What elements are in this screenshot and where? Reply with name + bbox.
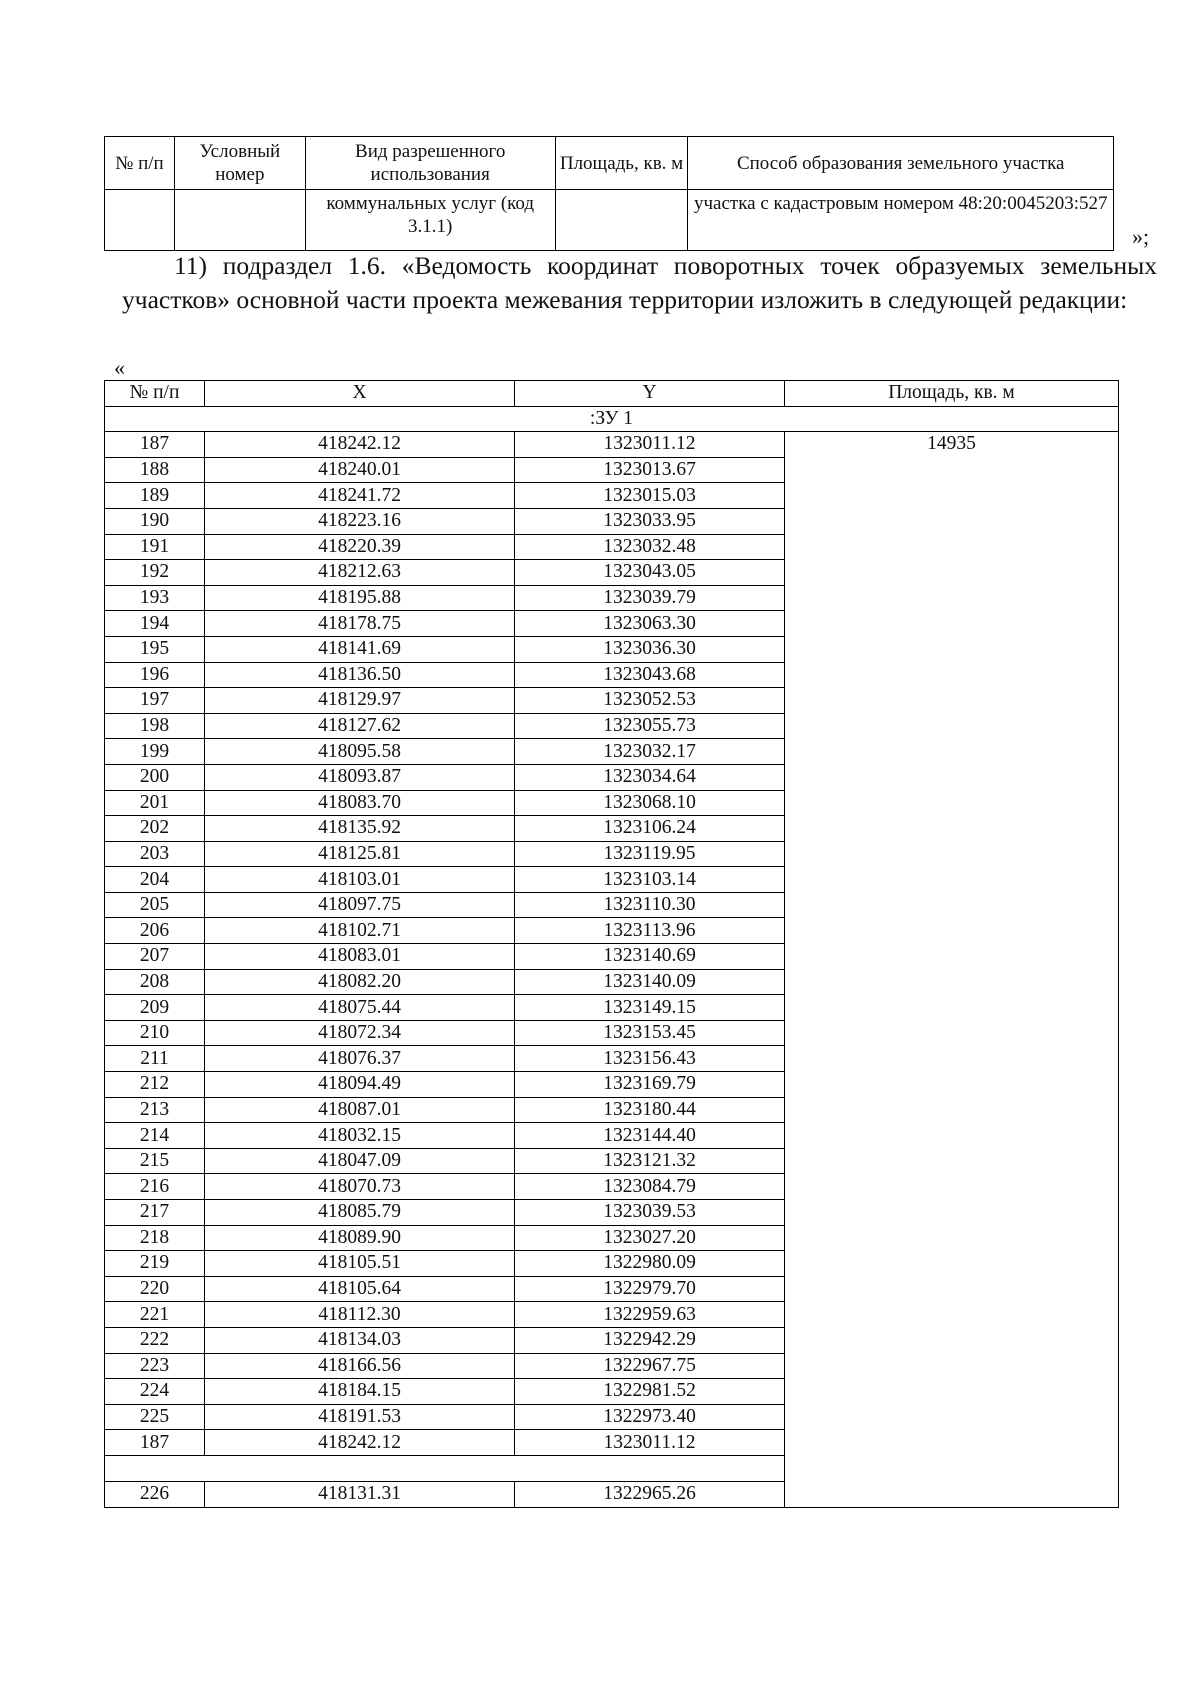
y-coordinate: 1323140.69 — [515, 944, 785, 970]
point-number: 200 — [105, 764, 205, 790]
header-permitted-use: Вид разрешенного использования — [305, 137, 555, 190]
separator-cell — [105, 1455, 785, 1481]
x-coordinate: 418105.64 — [205, 1276, 515, 1302]
x-coordinate: 418135.92 — [205, 816, 515, 842]
point-number: 211 — [105, 1046, 205, 1072]
amendment-paragraph — [122, 249, 1157, 317]
point-number: 199 — [105, 739, 205, 765]
point-number: 216 — [105, 1174, 205, 1200]
point-number: 207 — [105, 944, 205, 970]
x-coordinate: 418240.01 — [205, 457, 515, 483]
point-number: 192 — [105, 560, 205, 586]
y-coordinate: 1323039.53 — [515, 1200, 785, 1226]
y-coordinate: 1323011.12 — [515, 1430, 785, 1456]
y-coordinate: 1323043.68 — [515, 662, 785, 688]
x-coordinate: 418089.90 — [205, 1225, 515, 1251]
y-coordinate: 1323043.05 — [515, 560, 785, 586]
y-coordinate: 1323052.53 — [515, 688, 785, 714]
x-coordinate: 418102.71 — [205, 918, 515, 944]
y-coordinate: 1323084.79 — [515, 1174, 785, 1200]
x-coordinate: 418093.87 — [205, 764, 515, 790]
cell-area — [555, 190, 688, 251]
x-coordinate: 418103.01 — [205, 867, 515, 893]
x-coordinate: 418082.20 — [205, 969, 515, 995]
point-number: 206 — [105, 918, 205, 944]
amendment-text: 11) подраздел 1.6. «Ведомость координат поворотных точек образуемых земельных участков» основной части проекта межевания территории изложить в следующей редакции: — [122, 251, 1157, 314]
y-coordinate: 1323140.09 — [515, 969, 785, 995]
land-plot-data-row — [105, 190, 1114, 251]
y-coordinate: 1323032.17 — [515, 739, 785, 765]
point-number: 214 — [105, 1123, 205, 1149]
point-number: 194 — [105, 611, 205, 637]
header-area: Площадь, кв. м — [555, 137, 688, 190]
x-coordinate: 418095.58 — [205, 739, 515, 765]
y-coordinate: 1322942.29 — [515, 1327, 785, 1353]
x-coordinate: 418125.81 — [205, 841, 515, 867]
coordinates-table — [104, 380, 1119, 1508]
point-number: 224 — [105, 1379, 205, 1405]
x-coordinate: 418136.50 — [205, 662, 515, 688]
cell-conditional-number — [174, 190, 305, 251]
y-coordinate: 1323015.03 — [515, 483, 785, 509]
y-coordinate: 1323113.96 — [515, 918, 785, 944]
x-coordinate: 418047.09 — [205, 1148, 515, 1174]
header-x: X — [205, 381, 515, 407]
y-coordinate: 1323068.10 — [515, 790, 785, 816]
point-number: 204 — [105, 867, 205, 893]
x-coordinate: 418178.75 — [205, 611, 515, 637]
x-coordinate: 418241.72 — [205, 483, 515, 509]
y-coordinate: 1323039.79 — [515, 585, 785, 611]
y-coordinate: 1322973.40 — [515, 1404, 785, 1430]
y-coordinate: 1323169.79 — [515, 1072, 785, 1098]
y-coordinate: 1322980.09 — [515, 1251, 785, 1277]
y-coordinate: 1323036.30 — [515, 636, 785, 662]
point-number: 225 — [105, 1404, 205, 1430]
closing-quote: »; — [1132, 224, 1150, 249]
y-coordinate: 1322981.52 — [515, 1379, 785, 1405]
coordinate-row — [105, 432, 1119, 458]
x-coordinate: 418083.01 — [205, 944, 515, 970]
section-row — [105, 406, 1119, 432]
point-number: 212 — [105, 1072, 205, 1098]
section-label: :ЗУ 1 — [105, 406, 1119, 432]
point-number: 203 — [105, 841, 205, 867]
x-coordinate: 418105.51 — [205, 1251, 515, 1277]
opening-quote: « — [114, 355, 125, 380]
point-number: 208 — [105, 969, 205, 995]
x-coordinate: 418212.63 — [205, 560, 515, 586]
x-coordinate: 418191.53 — [205, 1404, 515, 1430]
point-number: 197 — [105, 688, 205, 714]
point-number: 190 — [105, 508, 205, 534]
area-value: 14935 — [785, 432, 1119, 1507]
point-number: 219 — [105, 1251, 205, 1277]
point-number: 222 — [105, 1327, 205, 1353]
x-coordinate: 418131.31 — [205, 1481, 515, 1507]
x-coordinate: 418184.15 — [205, 1379, 515, 1405]
y-coordinate: 1323144.40 — [515, 1123, 785, 1149]
x-coordinate: 418094.49 — [205, 1072, 515, 1098]
cell-permitted-use: коммунальных услуг (код 3.1.1) — [305, 190, 555, 251]
header-point-number: № п/п — [105, 381, 205, 407]
y-coordinate: 1323013.67 — [515, 457, 785, 483]
y-coordinate: 1323110.30 — [515, 892, 785, 918]
point-number: 220 — [105, 1276, 205, 1302]
y-coordinate: 1322979.70 — [515, 1276, 785, 1302]
point-number: 210 — [105, 1020, 205, 1046]
x-coordinate: 418127.62 — [205, 713, 515, 739]
point-number: 202 — [105, 816, 205, 842]
x-coordinate: 418242.12 — [205, 1430, 515, 1456]
point-number: 195 — [105, 636, 205, 662]
x-coordinate: 418083.70 — [205, 790, 515, 816]
point-number: 193 — [105, 585, 205, 611]
x-coordinate: 418195.88 — [205, 585, 515, 611]
y-coordinate: 1323119.95 — [515, 841, 785, 867]
y-coordinate: 1322967.75 — [515, 1353, 785, 1379]
x-coordinate: 418223.16 — [205, 508, 515, 534]
x-coordinate: 418097.75 — [205, 892, 515, 918]
coordinates-header-row — [105, 381, 1119, 407]
point-number: 205 — [105, 892, 205, 918]
y-coordinate: 1323027.20 — [515, 1225, 785, 1251]
x-coordinate: 418112.30 — [205, 1302, 515, 1328]
point-number: 198 — [105, 713, 205, 739]
point-number: 221 — [105, 1302, 205, 1328]
y-coordinate: 1323055.73 — [515, 713, 785, 739]
x-coordinate: 418141.69 — [205, 636, 515, 662]
y-coordinate: 1322965.26 — [515, 1481, 785, 1507]
land-plot-header-row — [105, 137, 1114, 190]
x-coordinate: 418087.01 — [205, 1097, 515, 1123]
x-coordinate: 418166.56 — [205, 1353, 515, 1379]
header-formation-method: Способ образования земельного участка — [688, 137, 1114, 190]
point-number: 191 — [105, 534, 205, 560]
land-plot-table — [104, 136, 1114, 251]
point-number: 187 — [105, 1430, 205, 1456]
x-coordinate: 418032.15 — [205, 1123, 515, 1149]
x-coordinate: 418085.79 — [205, 1200, 515, 1226]
header-conditional-number: Условный номер — [174, 137, 305, 190]
x-coordinate: 418076.37 — [205, 1046, 515, 1072]
point-number: 201 — [105, 790, 205, 816]
point-number: 213 — [105, 1097, 205, 1123]
header-number: № п/п — [105, 137, 175, 190]
y-coordinate: 1323106.24 — [515, 816, 785, 842]
x-coordinate: 418242.12 — [205, 432, 515, 458]
cell-formation-method: участка с кадастровым номером 48:20:0045203:527 — [688, 190, 1114, 251]
x-coordinate: 418075.44 — [205, 995, 515, 1021]
header-area: Площадь, кв. м — [785, 381, 1119, 407]
header-y: Y — [515, 381, 785, 407]
x-coordinate: 418070.73 — [205, 1174, 515, 1200]
y-coordinate: 1323153.45 — [515, 1020, 785, 1046]
y-coordinate: 1323156.43 — [515, 1046, 785, 1072]
point-number: 209 — [105, 995, 205, 1021]
y-coordinate: 1323032.48 — [515, 534, 785, 560]
point-number: 223 — [105, 1353, 205, 1379]
y-coordinate: 1323121.32 — [515, 1148, 785, 1174]
point-number: 196 — [105, 662, 205, 688]
y-coordinate: 1323103.14 — [515, 867, 785, 893]
x-coordinate: 418072.34 — [205, 1020, 515, 1046]
y-coordinate: 1323180.44 — [515, 1097, 785, 1123]
point-number: 217 — [105, 1200, 205, 1226]
x-coordinate: 418134.03 — [205, 1327, 515, 1353]
point-number: 226 — [105, 1481, 205, 1507]
y-coordinate: 1322959.63 — [515, 1302, 785, 1328]
x-coordinate: 418220.39 — [205, 534, 515, 560]
y-coordinate: 1323011.12 — [515, 432, 785, 458]
point-number: 215 — [105, 1148, 205, 1174]
y-coordinate: 1323149.15 — [515, 995, 785, 1021]
x-coordinate: 418129.97 — [205, 688, 515, 714]
point-number: 218 — [105, 1225, 205, 1251]
y-coordinate: 1323034.64 — [515, 764, 785, 790]
point-number: 188 — [105, 457, 205, 483]
y-coordinate: 1323063.30 — [515, 611, 785, 637]
y-coordinate: 1323033.95 — [515, 508, 785, 534]
point-number: 187 — [105, 432, 205, 458]
point-number: 189 — [105, 483, 205, 509]
cell-number — [105, 190, 175, 251]
